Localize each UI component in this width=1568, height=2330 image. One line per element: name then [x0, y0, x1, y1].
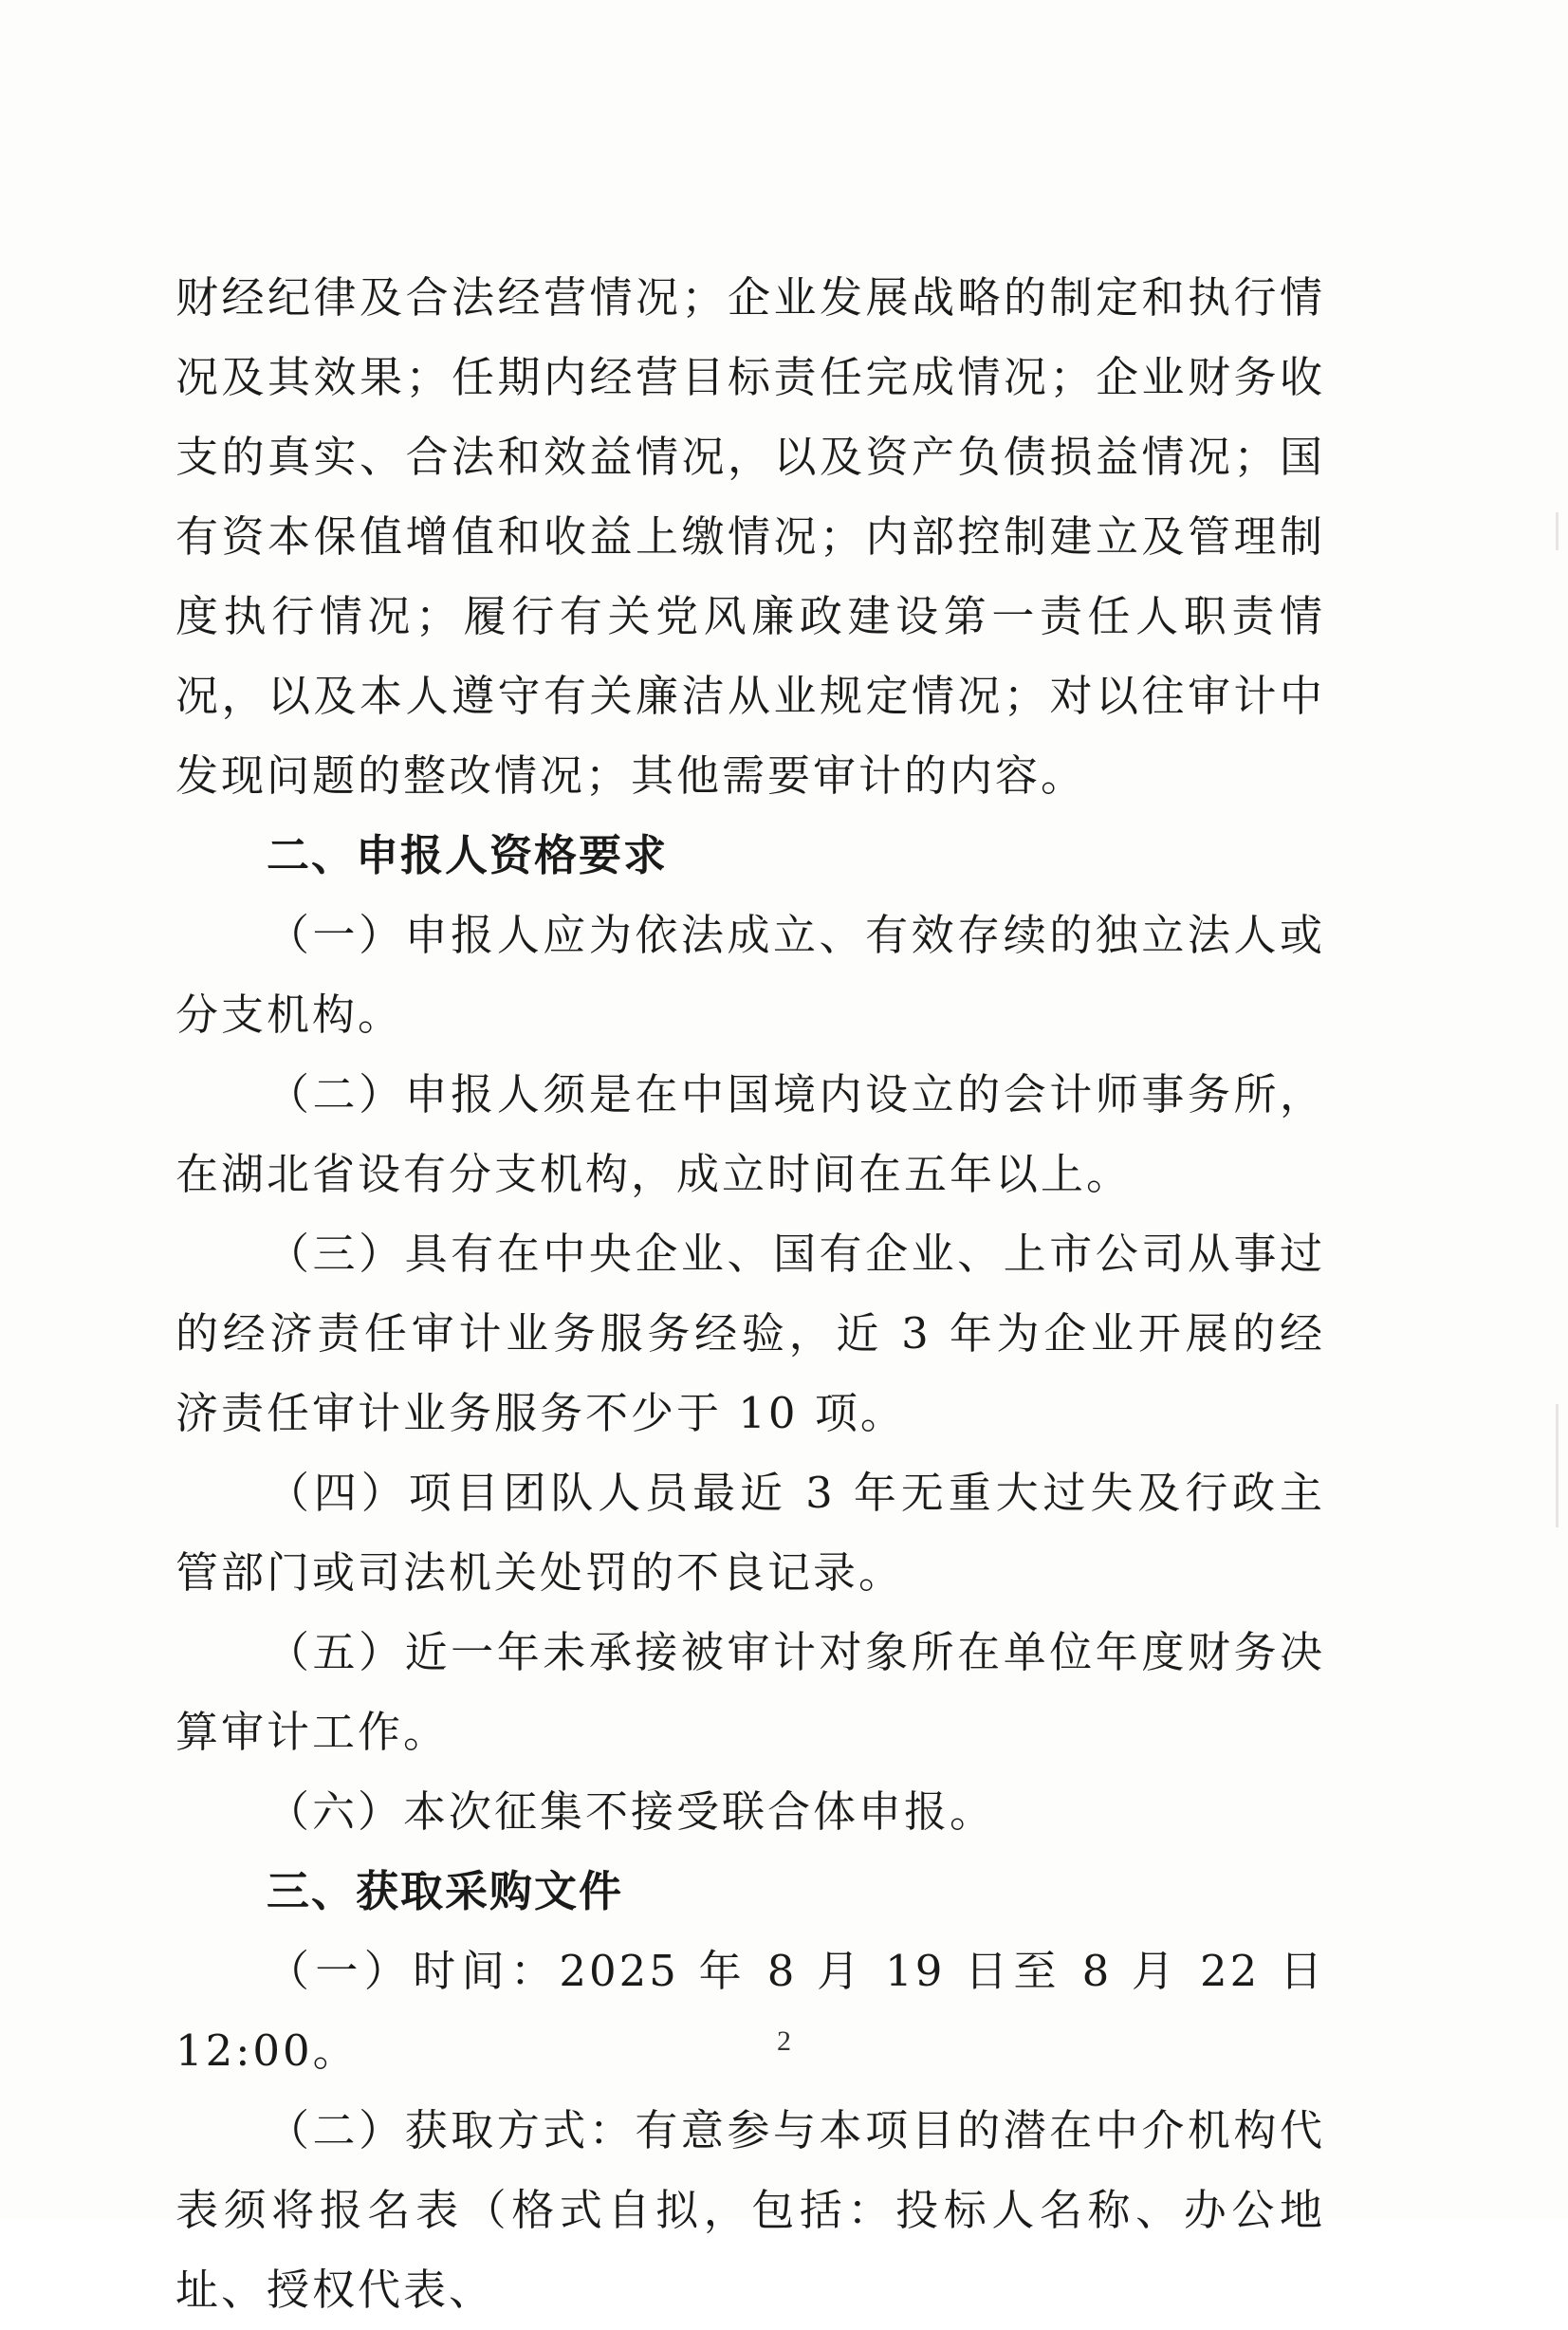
scan-edge-mark: [1556, 1404, 1559, 1527]
page-number: 2: [777, 2025, 791, 2057]
paragraph-procurement-method: （二）获取方式：有意参与本项目的潜在中介机构代表须将报名表（格式自拟，包括：投标人名称、办公地址、授权代表、: [175, 2105, 1325, 2315]
paragraph-qualification-6: （六）本次征集不接受联合体申报。: [267, 1786, 996, 1837]
paragraph-audit-scope: 财经纪律及合法经营情况；企业发展战略的制定和执行情况及其效果；任期内经营目标责任完成情况；企业财务收支的真实、合法和效益情况，以及资产负债损益情况；国有资本保值增值和收益上缴情况；内部控制建立及管理制度执行情况；履行有关党风廉政建设第一责任人职责情况，以及本人遵守有关廉洁从业规定情况；对以往审计中发现问题的整改情况；其他需要审计的内容。: [175, 272, 1325, 801]
paragraph-qualification-5: （五）近一年未承接被审计对象所在单位年度财务决算审计工作。: [175, 1627, 1325, 1757]
section-heading-qualifications: 二、申报人资格要求: [267, 830, 669, 880]
paragraph-qualification-4: （四）项目团队人员最近 3 年无重大过失及行政主管部门或司法机关处罚的不良记录。: [175, 1468, 1325, 1598]
paragraph-qualification-1: （一）申报人应为依法成立、有效存续的独立法人或分支机构。: [175, 910, 1325, 1040]
scan-edge-mark: [1556, 512, 1559, 550]
paragraph-procurement-time: （一）时间：2025 年 8 月 19 日至 8 月 22 日 12:00。: [175, 1946, 1325, 2076]
section-heading-procurement-files: 三、获取采购文件: [267, 1866, 624, 1916]
paragraph-qualification-3: （三）具有在中央企业、国有企业、上市公司从事过的经济责任审计业务服务经验，近 3 年为企业开展的经济责任审计业务服务不少于 10 项。: [175, 1229, 1325, 1438]
paragraph-qualification-2: （二）申报人须是在中国境内设立的会计师事务所，在湖北省设有分支机构，成立时间在五年以上。: [175, 1069, 1325, 1199]
document-body: [175, 258, 1325, 2330]
